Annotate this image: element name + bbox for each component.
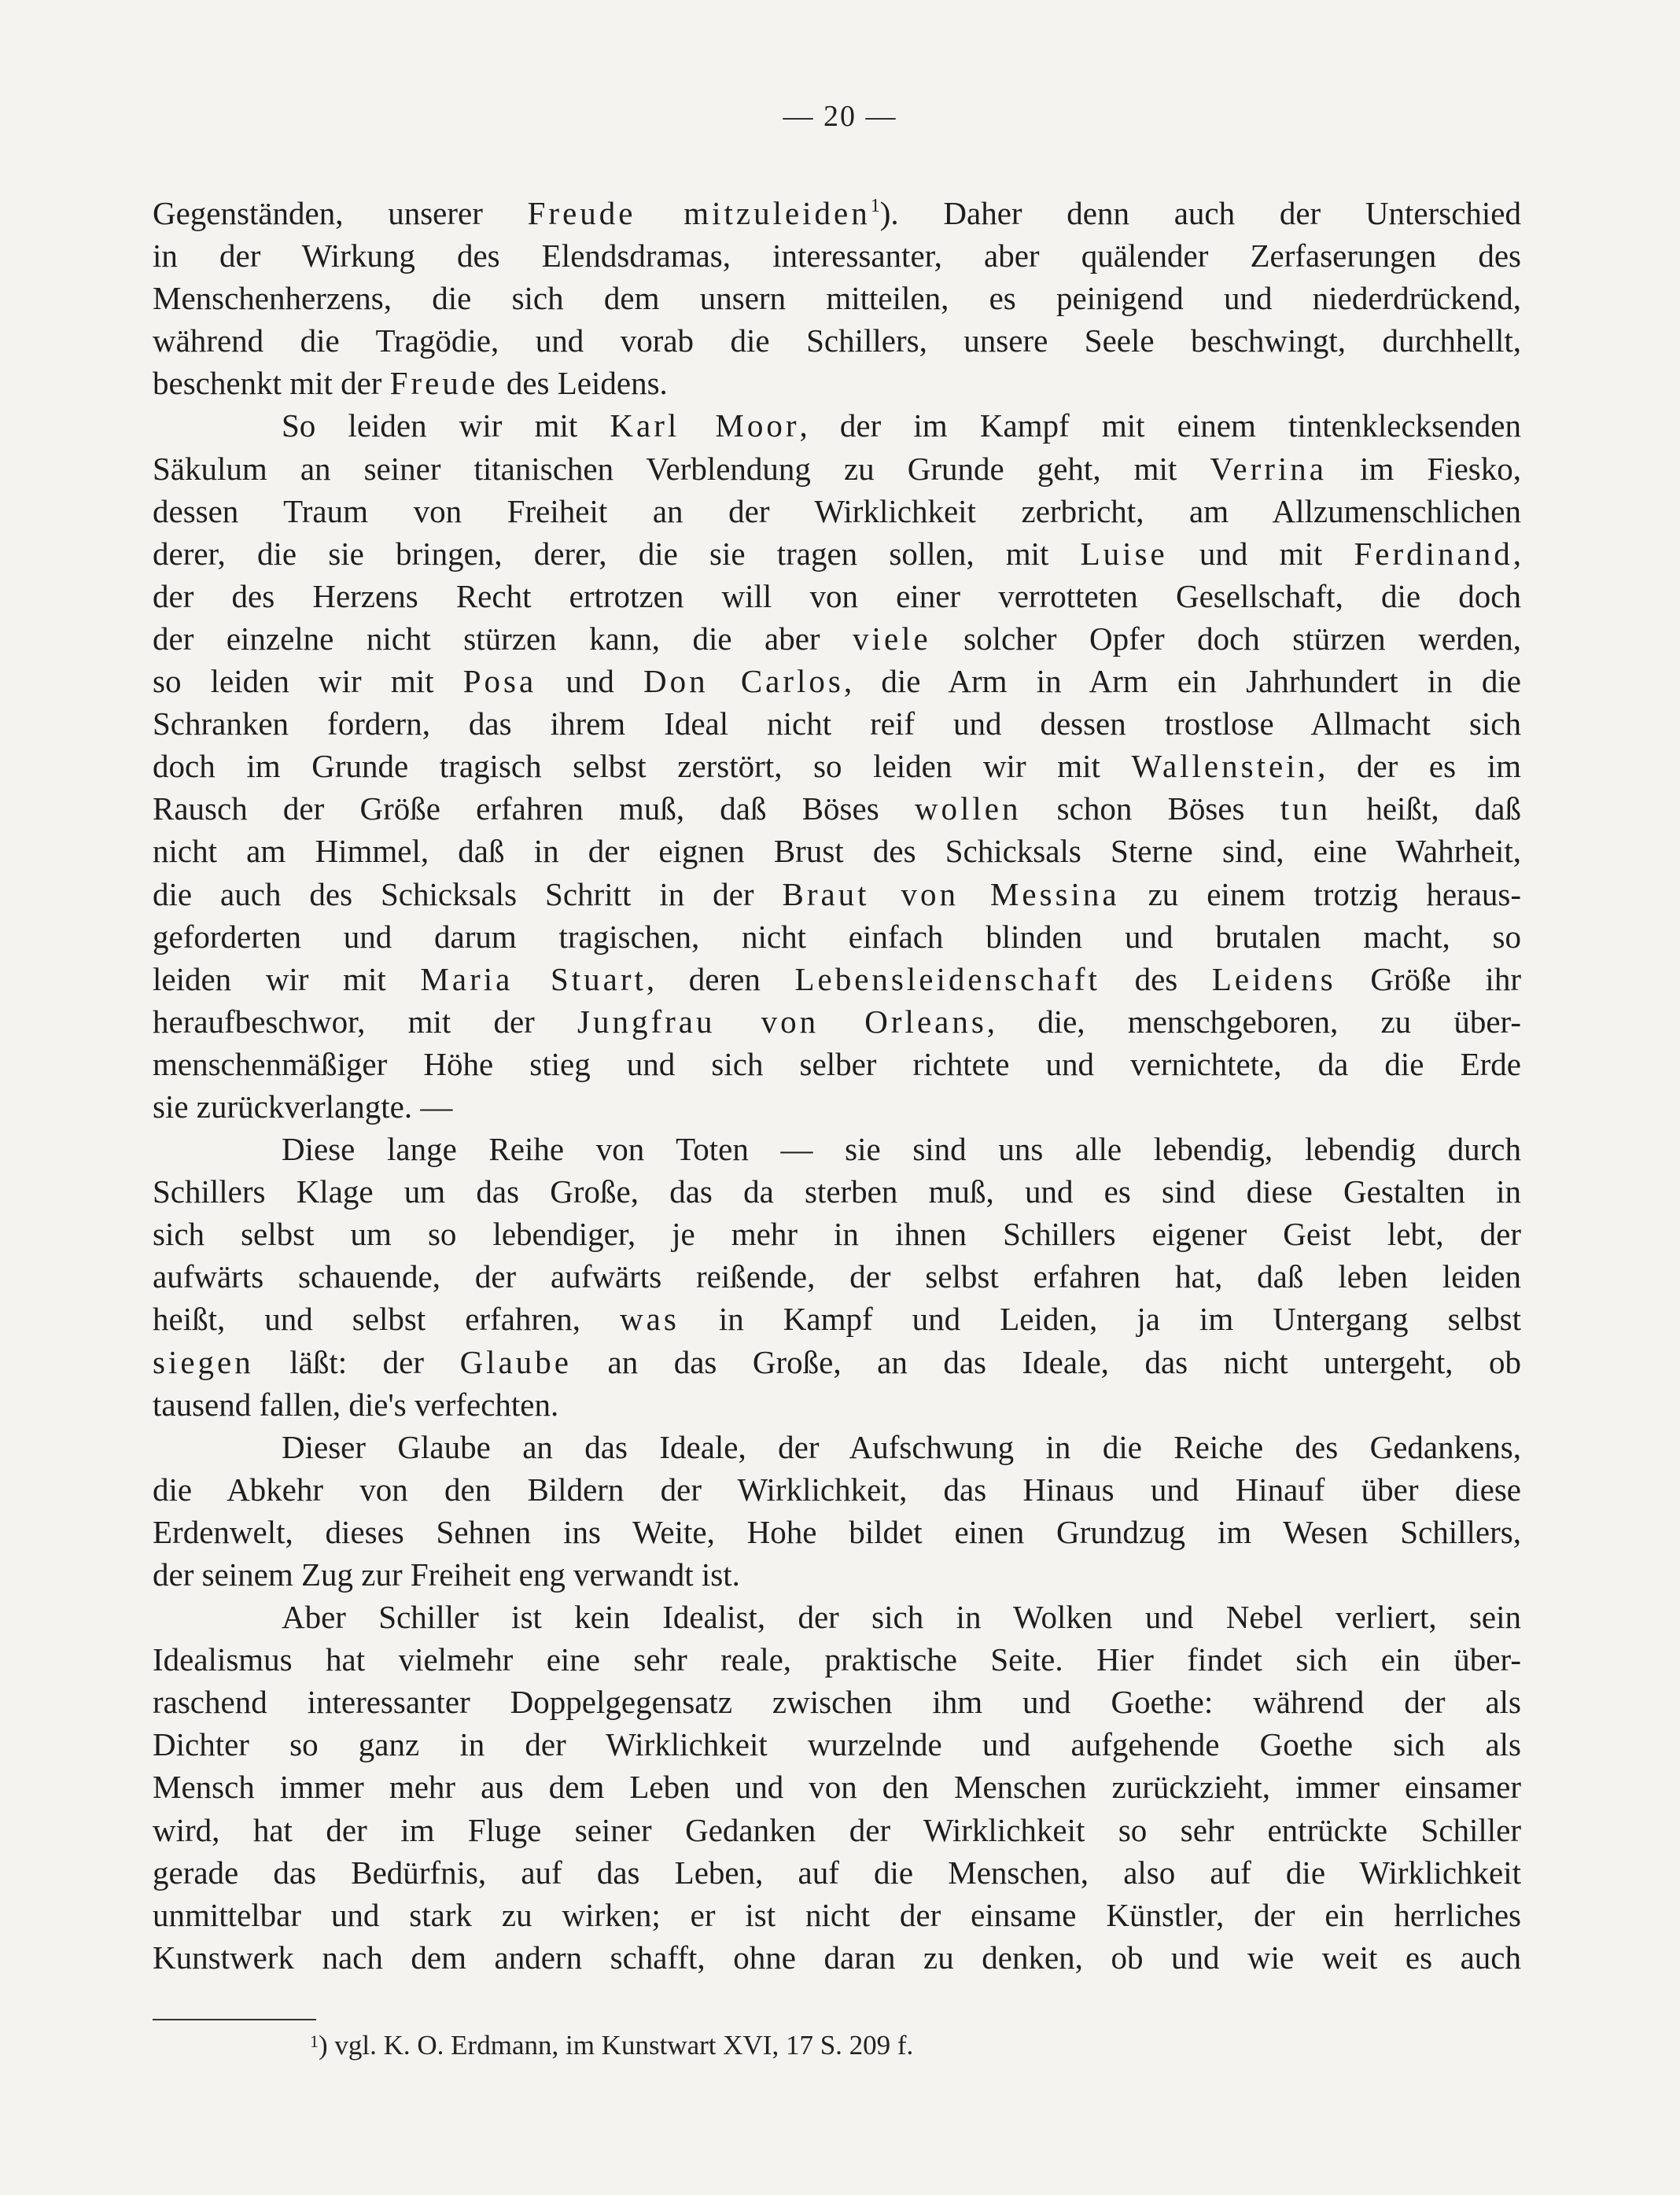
text-line <box>153 1681 1521 1723</box>
text-line <box>153 787 1521 830</box>
emphasized-text: was <box>620 1301 680 1338</box>
text-line <box>153 192 1521 234</box>
text-segment: Kunstwerk nach dem andern schafft, ohne daran zu denken, ob und wie weit es auch <box>153 1939 1521 1976</box>
text-line <box>153 1851 1521 1894</box>
text-line <box>153 1468 1521 1511</box>
text-line <box>153 617 1521 660</box>
footnote-text: ) vgl. K. O. Erdmann, im Kunstwart XVI, 17 S. 209 f. <box>319 2030 914 2061</box>
text-segment: Rausch der Größe erfahren muß, daß Böses <box>153 790 915 827</box>
text-segment: wird, hat der im Fluge seiner Gedanken der Wirklichkeit so sehr entrückte Schiller <box>153 1811 1521 1848</box>
text-line <box>153 958 1521 1000</box>
text-segment: Schillers Klage um das Große, das da sterben muß, und es sind diese Gestalten in <box>153 1173 1521 1210</box>
text-segment: heraufbeschwor, mit der <box>153 1003 577 1040</box>
text-segment: Aber Schiller ist kein Idealist, der sich in Wolken und Nebel verliert, sein <box>282 1599 1521 1636</box>
text-line <box>153 830 1521 872</box>
text-line <box>153 1383 1521 1426</box>
text-segment: raschend interessanter Doppelgegensatz zwischen ihm und Goethe: während der als <box>153 1684 1521 1721</box>
text-segment: Dieser Glaube an das Ideale, der Aufschwung in die Reiche des Gedankens, <box>282 1428 1521 1465</box>
text-segment: so leiden wir mit <box>153 663 463 700</box>
emphasized-text: Freude mitzuleiden <box>527 195 871 231</box>
text-segment: schon Böses <box>1021 790 1280 827</box>
text-line <box>153 532 1521 575</box>
text-segment: dessen Traum von Freiheit an der Wirklichkeit zerbricht, am Allzumenschlichen <box>153 492 1521 529</box>
text-line <box>153 915 1521 958</box>
text-segment: im Fiesko, <box>1327 450 1521 487</box>
text-segment: heißt, daß <box>1331 790 1522 827</box>
text-line <box>153 1809 1521 1851</box>
text-segment: zu einem trotzig heraus- <box>1119 875 1521 912</box>
text-line <box>153 1341 1521 1383</box>
text-segment: geforderten und darum tragischen, nicht einfach blinden und brutalen macht, so <box>153 918 1521 955</box>
text-segment: Säkulum an seiner titanischen Verblendung zu Grunde geht, mit <box>153 450 1210 487</box>
text-line <box>153 1553 1521 1596</box>
text-line <box>153 1085 1521 1128</box>
text-segment: der einzelne nicht stürzen kann, die aber <box>153 620 853 657</box>
text-line <box>153 362 1521 404</box>
text-segment: beschenkt mit der <box>153 365 390 402</box>
emphasized-text: Luise <box>1080 535 1168 572</box>
text-segment: unmittelbar und stark zu wirken; er ist nicht der einsame Künstler, der ein herrliches <box>153 1896 1521 1933</box>
text-segment: , deren <box>646 960 795 997</box>
text-segment: Erdenwelt, dieses Sehnen ins Weite, Hohe bildet einen Grundzug im Wesen Schillers, <box>153 1513 1521 1550</box>
footnote-rule <box>153 2019 316 2020</box>
text-line <box>153 1511 1521 1553</box>
text-segment: nicht am Himmel, daß in der eignen Brust des Schicksals Sterne sind, eine Wahrheit, <box>153 833 1521 870</box>
text-line <box>153 1255 1521 1298</box>
text-segment: aufwärts schauende, der aufwärts reißende, der selbst erfahren hat, daß leben leiden <box>153 1258 1521 1295</box>
emphasized-text: Braut von Messina <box>782 875 1120 912</box>
footnote-marker: 1 <box>310 2031 319 2051</box>
text-segment: der des Herzens Recht ertrotzen will von einer verrotteten Gesellschaft, die doch <box>153 577 1521 614</box>
text-segment: solcher Opfer doch stürzen werden, <box>930 620 1521 657</box>
text-segment: Schranken fordern, das ihrem Ideal nicht reif und dessen trostlose Allmacht sich <box>153 705 1521 742</box>
text-line <box>153 1596 1521 1638</box>
text-segment: doch im Grunde tragisch selbst zerstört, so leiden wir mit <box>153 748 1132 785</box>
emphasized-text: Leidens <box>1211 960 1336 997</box>
text-segment: menschenmäßiger Höhe stieg und sich selber richtete und vernichtete, da die Erde <box>153 1045 1521 1082</box>
emphasized-text: Maria Stuart <box>420 960 647 997</box>
emphasized-text: viele <box>853 620 931 657</box>
text-line <box>153 319 1521 362</box>
text-line <box>153 745 1521 787</box>
text-segment: die Abkehr von den Bildern der Wirklichkeit, das Hinaus und Hinauf über diese <box>153 1471 1521 1508</box>
emphasized-text: Glaube <box>459 1343 572 1380</box>
text-segment: Menschenherzens, die sich dem unsern mitteilen, es peinigend und niederdrückend, <box>153 280 1521 317</box>
text-segment: des <box>1100 960 1212 997</box>
text-segment: derer, die sie bringen, derer, die sie tragen sollen, mit <box>153 535 1081 572</box>
text-line <box>153 1426 1521 1468</box>
text-segment: So leiden wir mit <box>282 407 610 444</box>
text-line <box>153 660 1521 702</box>
page-number: — 20 — <box>783 100 897 133</box>
text-segment: , die, menschgeboren, zu über- <box>986 1003 1522 1040</box>
text-segment: Gegenständen, unserer <box>153 195 528 231</box>
text-segment: der seinem Zug zur Freiheit eng verwandt ist. <box>153 1556 740 1593</box>
text-segment: während die Tragödie, und vorab die Schillers, unsere Seele beschwingt, durchhellt, <box>153 322 1521 359</box>
text-line <box>153 1638 1521 1681</box>
text-segment: läßt: der <box>253 1343 460 1380</box>
text-line <box>153 1936 1521 1979</box>
footnote <box>310 2030 913 2061</box>
text-line <box>153 447 1521 490</box>
text-segment: die auch des Schicksals Schritt in der <box>153 875 783 912</box>
text-segment: in der Wirkung des Elendsdramas, interessanter, aber quälender Zerfaserungen des <box>153 238 1521 274</box>
text-segment: Mensch immer mehr aus dem Leben und von den Menschen zurückzieht, immer einsamer <box>153 1769 1521 1806</box>
text-line <box>153 575 1521 617</box>
text-segment: des Leidens. <box>498 365 668 402</box>
text-segment: , der es im <box>1317 748 1521 785</box>
text-line <box>153 1894 1521 1936</box>
text-segment: sie zurückverlangte. — <box>153 1088 453 1125</box>
text-segment: Dichter so ganz in der Wirklichkeit wurzelnde und aufgehende Goethe sich als <box>153 1726 1521 1763</box>
text-line <box>153 1766 1521 1808</box>
emphasized-text: Karl Moor <box>610 407 800 444</box>
emphasized-text: Lebensleidenschaft <box>794 960 1100 997</box>
text-segment: sich selbst um so lebendiger, je mehr in ihnen Schillers eigener Geist lebt, der <box>153 1216 1521 1253</box>
text-segment: tausend fallen, die's verfechten. <box>153 1386 559 1423</box>
text-segment: und <box>536 663 644 700</box>
text-segment: leiden wir mit <box>153 960 421 997</box>
text-segment: in Kampf und Leiden, ja im Untergang selbst <box>679 1301 1521 1338</box>
body-text <box>153 192 1521 1979</box>
text-line <box>153 1298 1521 1340</box>
text-segment: , der im Kampf mit einem tintenklecksenden <box>799 407 1521 444</box>
text-line <box>153 1128 1521 1170</box>
text-line <box>153 404 1521 447</box>
text-line <box>153 490 1521 532</box>
text-segment: Idealismus hat vielmehr eine sehr reale, praktische Seite. Hier findet sich ein über- <box>153 1641 1521 1678</box>
text-segment: heißt, und selbst erfahren, <box>153 1301 621 1338</box>
emphasized-text: Don Carlos <box>643 663 844 700</box>
text-line <box>153 1723 1521 1766</box>
emphasized-text: Freude <box>389 365 499 402</box>
emphasized-text: wollen <box>914 790 1022 827</box>
emphasized-text: Jungfrau von Orleans <box>577 1003 987 1040</box>
text-segment: Größe ihr <box>1336 960 1521 997</box>
text-segment: ). Daher denn auch der Unterschied <box>879 195 1522 231</box>
text-line <box>153 1170 1521 1213</box>
emphasized-text: Verrina <box>1210 450 1328 487</box>
text-segment: an das Große, an das Ideale, das nicht untergeht, ob <box>571 1343 1521 1380</box>
emphasized-text: Ferdinand <box>1354 535 1513 572</box>
emphasized-text: siegen <box>153 1343 254 1380</box>
text-line <box>153 234 1521 277</box>
text-line <box>153 1213 1521 1255</box>
text-segment: , die Arm in Arm ein Jahrhundert in die <box>843 663 1521 700</box>
text-segment: und mit <box>1167 535 1354 572</box>
text-segment: gerade das Bedürfnis, auf das Leben, auf die Menschen, also auf die Wirklichkeit <box>153 1854 1521 1891</box>
text-line <box>153 1000 1521 1043</box>
text-line <box>153 277 1521 319</box>
text-line <box>153 702 1521 745</box>
footnote-reference: 1 <box>870 196 880 216</box>
emphasized-text: Posa <box>462 663 537 700</box>
emphasized-text: tun <box>1280 790 1332 827</box>
text-segment: Diese lange Reihe von Toten — sie sind uns alle lebendig, lebendig durch <box>282 1131 1521 1168</box>
text-line <box>153 1043 1521 1085</box>
emphasized-text: Wallenstein <box>1131 748 1318 785</box>
text-segment: , <box>1512 535 1521 572</box>
text-line <box>153 873 1521 915</box>
